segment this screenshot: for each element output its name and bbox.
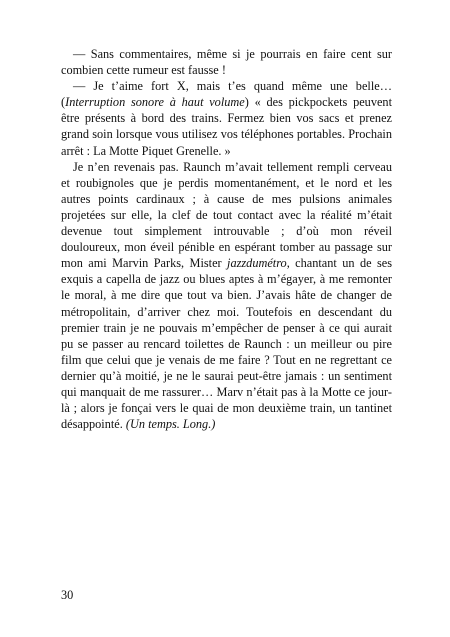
paragraph-2 bbox=[61, 78, 392, 158]
paragraph-1 bbox=[61, 46, 392, 78]
paragraph-3 bbox=[61, 159, 392, 433]
page-number: 30 bbox=[61, 588, 74, 602]
text-segment: , chantant un de ses exquis a capella de jazz ou blues aptes à m’égayer, à me remonter le moral, à me dire que tout va bien. J’avais hâte de changer de métropolitain, d’arriver chez moi. Toutefois en descendant du premier train je ne pouvais m’empêcher de penser à ce qui aurait pu se passer au rencard toilettes de Raunch : un meilleur ou pire film que celui que je venais de me faire ? Tout en ne regrettant ce dernier qu’à moitié, je ne le saurai peut-être jamais : un sentiment qui manquait de me rassurer… Marv n’était pas à la Motte ce jour-là ; alors je fonçai vers le quai de mon deuxième train, un tantinet désappointé. bbox=[61, 256, 392, 432]
body-text bbox=[61, 46, 392, 432]
text-segment: Je n’en revenais pas. Raunch m’avait tellement rempli cerveau et roubignoles que je perdis momentanément, et le nord et les autres points cardinaux ; à cause de mes pulsions animales projetées sur elle, la clef de tout contact avec la réalité m’était devenue tout simplement introuvable ; d’où mon réveil douloureux, mon éveil pénible en espérant tomber au passage sur mon ami Marvin Parks, Mister bbox=[61, 159, 392, 271]
italic-term: jazzdumétro bbox=[227, 256, 287, 271]
italic-stage-direction: Interruption sonore à haut volume bbox=[65, 95, 245, 110]
text-segment: — Sans commentaires, même si je pourrais en faire cent sur combien cette rumeur est fausse ! bbox=[61, 47, 392, 78]
text-segment: — Je t’aime fort X, mais t’es quand même une belle… ( bbox=[61, 79, 392, 110]
italic-stage-direction: (Un temps. Long.) bbox=[125, 417, 216, 432]
text-segment: ) « des pickpockets peuvent être présents à bord des trains. Fermez bien vos sacs et prenez grand soin lorsque vous utilisez vos téléphones portables. Prochain arrêt : La Motte Piquet Grenelle. » bbox=[61, 95, 392, 158]
